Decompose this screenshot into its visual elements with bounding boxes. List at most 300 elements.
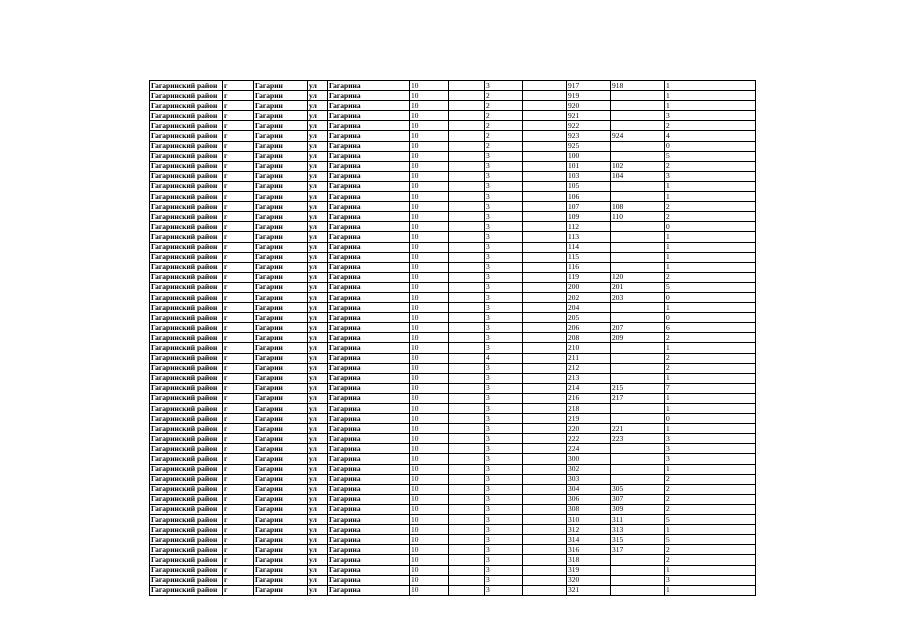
cell-floor: 3 [485, 161, 523, 171]
cell-district: Гагаринский район [150, 292, 223, 302]
cell-count: 2 [665, 555, 756, 565]
cell-floor: 3 [485, 575, 523, 585]
cell-floor: 3 [485, 424, 523, 434]
cell-street: Гагарина [328, 192, 410, 202]
cell-apartment-to: 209 [611, 333, 665, 343]
cell-district: Гагаринский район [150, 151, 223, 161]
cell-settlement-type: г [223, 414, 254, 424]
cell-street: Гагарина [328, 585, 410, 595]
cell-settlement: Гагарин [254, 414, 308, 424]
cell-apartment-to: 317 [611, 545, 665, 555]
cell-street: Гагарина [328, 504, 410, 514]
cell-building [449, 303, 485, 313]
cell-house: 10 [410, 414, 449, 424]
cell-count: 2 [665, 121, 756, 131]
cell-district: Гагаринский район [150, 303, 223, 313]
cell-apartment-to [611, 141, 665, 151]
cell-settlement-type: г [223, 91, 254, 101]
cell-apartment-from: 316 [567, 545, 611, 555]
cell-district: Гагаринский район [150, 242, 223, 252]
cell-house: 10 [410, 202, 449, 212]
cell-settlement-type: г [223, 323, 254, 333]
cell-section [523, 454, 567, 464]
cell-house: 10 [410, 484, 449, 494]
cell-count: 1 [665, 101, 756, 111]
cell-house: 10 [410, 81, 449, 91]
cell-floor: 3 [485, 585, 523, 595]
cell-apartment-to [611, 252, 665, 262]
cell-apartment-to [611, 242, 665, 252]
cell-settlement: Гагарин [254, 494, 308, 504]
cell-street: Гагарина [328, 171, 410, 181]
cell-house: 10 [410, 555, 449, 565]
cell-district: Гагаринский район [150, 202, 223, 212]
cell-house: 10 [410, 504, 449, 514]
cell-settlement: Гагарин [254, 575, 308, 585]
table-row [150, 303, 756, 313]
cell-apartment-to: 313 [611, 525, 665, 535]
cell-building [449, 151, 485, 161]
cell-section [523, 222, 567, 232]
table-row [150, 111, 756, 121]
cell-section [523, 585, 567, 595]
cell-street-type: ул [308, 404, 328, 414]
cell-street-type: ул [308, 303, 328, 313]
cell-building [449, 454, 485, 464]
cell-floor: 3 [485, 343, 523, 353]
cell-apartment-to [611, 373, 665, 383]
cell-apartment-from: 306 [567, 494, 611, 504]
cell-floor: 3 [485, 373, 523, 383]
cell-count: 4 [665, 131, 756, 141]
cell-count: 0 [665, 222, 756, 232]
cell-apartment-from: 119 [567, 272, 611, 282]
cell-apartment-from: 101 [567, 161, 611, 171]
cell-apartment-to: 924 [611, 131, 665, 141]
cell-apartment-to [611, 565, 665, 575]
cell-settlement: Гагарин [254, 515, 308, 525]
table-row [150, 282, 756, 292]
table-row [150, 545, 756, 555]
cell-apartment-to [611, 464, 665, 474]
table-row [150, 434, 756, 444]
cell-floor: 2 [485, 111, 523, 121]
cell-building [449, 181, 485, 191]
cell-apartment-from: 113 [567, 232, 611, 242]
cell-settlement: Гагарин [254, 353, 308, 363]
cell-house: 10 [410, 424, 449, 434]
table-row [150, 192, 756, 202]
cell-street-type: ул [308, 262, 328, 272]
cell-street-type: ул [308, 515, 328, 525]
cell-building [449, 272, 485, 282]
cell-building [449, 474, 485, 484]
cell-settlement: Гагарин [254, 212, 308, 222]
cell-street-type: ул [308, 171, 328, 181]
cell-count: 7 [665, 383, 756, 393]
cell-section [523, 323, 567, 333]
cell-apartment-to: 110 [611, 212, 665, 222]
cell-building [449, 111, 485, 121]
cell-settlement-type: г [223, 424, 254, 434]
cell-apartment-from: 312 [567, 525, 611, 535]
cell-count: 1 [665, 181, 756, 191]
cell-section [523, 292, 567, 302]
cell-house: 10 [410, 171, 449, 181]
cell-street: Гагарина [328, 555, 410, 565]
cell-count: 1 [665, 393, 756, 403]
cell-district: Гагаринский район [150, 545, 223, 555]
cell-section [523, 171, 567, 181]
cell-street: Гагарина [328, 404, 410, 414]
table-row [150, 252, 756, 262]
cell-section [523, 393, 567, 403]
cell-section [523, 313, 567, 323]
cell-building [449, 414, 485, 424]
cell-street-type: ул [308, 434, 328, 444]
cell-count: 0 [665, 141, 756, 151]
table-row [150, 424, 756, 434]
cell-apartment-from: 213 [567, 373, 611, 383]
cell-section [523, 81, 567, 91]
cell-apartment-from: 303 [567, 474, 611, 484]
cell-floor: 3 [485, 535, 523, 545]
cell-house: 10 [410, 313, 449, 323]
cell-building [449, 353, 485, 363]
cell-count: 5 [665, 515, 756, 525]
cell-count: 2 [665, 363, 756, 373]
cell-street: Гагарина [328, 333, 410, 343]
cell-district: Гагаринский район [150, 454, 223, 464]
cell-district: Гагаринский район [150, 131, 223, 141]
cell-section [523, 202, 567, 212]
cell-settlement: Гагарин [254, 363, 308, 373]
cell-settlement-type: г [223, 535, 254, 545]
cell-district: Гагаринский район [150, 464, 223, 474]
cell-section [523, 525, 567, 535]
cell-house: 10 [410, 303, 449, 313]
cell-settlement-type: г [223, 222, 254, 232]
cell-district: Гагаринский район [150, 161, 223, 171]
cell-settlement-type: г [223, 272, 254, 282]
cell-street: Гагарина [328, 393, 410, 403]
table-row [150, 484, 756, 494]
cell-floor: 3 [485, 292, 523, 302]
cell-apartment-from: 304 [567, 484, 611, 494]
cell-street: Гагарина [328, 262, 410, 272]
cell-settlement-type: г [223, 585, 254, 595]
cell-district: Гагаринский район [150, 393, 223, 403]
cell-street: Гагарина [328, 222, 410, 232]
table-row [150, 343, 756, 353]
cell-section [523, 91, 567, 101]
cell-street: Гагарина [328, 515, 410, 525]
cell-section [523, 333, 567, 343]
cell-settlement-type: г [223, 171, 254, 181]
cell-settlement: Гагарин [254, 373, 308, 383]
cell-settlement-type: г [223, 333, 254, 343]
cell-district: Гагаринский район [150, 414, 223, 424]
cell-district: Гагаринский район [150, 525, 223, 535]
cell-street: Гагарина [328, 303, 410, 313]
cell-building [449, 91, 485, 101]
cell-apartment-to [611, 343, 665, 353]
cell-settlement-type: г [223, 343, 254, 353]
cell-building [449, 161, 485, 171]
cell-count: 3 [665, 454, 756, 464]
cell-street-type: ул [308, 323, 328, 333]
table-row [150, 212, 756, 222]
cell-floor: 2 [485, 101, 523, 111]
table-row [150, 363, 756, 373]
cell-settlement-type: г [223, 565, 254, 575]
cell-floor: 3 [485, 303, 523, 313]
cell-building [449, 81, 485, 91]
cell-street-type: ул [308, 373, 328, 383]
cell-settlement-type: г [223, 525, 254, 535]
cell-street: Гагарина [328, 494, 410, 504]
table-row [150, 202, 756, 212]
cell-district: Гагаринский район [150, 383, 223, 393]
table-row [150, 101, 756, 111]
cell-street-type: ул [308, 121, 328, 131]
cell-floor: 3 [485, 202, 523, 212]
cell-street-type: ул [308, 353, 328, 363]
cell-floor: 3 [485, 464, 523, 474]
cell-count: 2 [665, 272, 756, 282]
cell-floor: 3 [485, 323, 523, 333]
cell-street-type: ул [308, 474, 328, 484]
cell-building [449, 484, 485, 494]
cell-street: Гагарина [328, 575, 410, 585]
cell-building [449, 171, 485, 181]
cell-count: 2 [665, 202, 756, 212]
cell-settlement-type: г [223, 212, 254, 222]
cell-building [449, 515, 485, 525]
cell-apartment-from: 208 [567, 333, 611, 343]
cell-settlement-type: г [223, 252, 254, 262]
cell-apartment-from: 300 [567, 454, 611, 464]
table-row [150, 474, 756, 484]
cell-apartment-to [611, 454, 665, 464]
cell-settlement-type: г [223, 192, 254, 202]
cell-floor: 2 [485, 91, 523, 101]
cell-house: 10 [410, 393, 449, 403]
cell-count: 2 [665, 333, 756, 343]
table-row [150, 262, 756, 272]
cell-settlement-type: г [223, 454, 254, 464]
cell-street: Гагарина [328, 141, 410, 151]
table-row [150, 504, 756, 514]
cell-district: Гагаринский район [150, 515, 223, 525]
cell-apartment-from: 920 [567, 101, 611, 111]
cell-street: Гагарина [328, 525, 410, 535]
cell-settlement: Гагарин [254, 242, 308, 252]
cell-district: Гагаринский район [150, 373, 223, 383]
cell-building [449, 282, 485, 292]
cell-apartment-to [611, 303, 665, 313]
cell-building [449, 373, 485, 383]
table-row [150, 232, 756, 242]
cell-apartment-to [611, 585, 665, 595]
cell-floor: 3 [485, 151, 523, 161]
cell-floor: 3 [485, 262, 523, 272]
cell-settlement: Гагарин [254, 101, 308, 111]
cell-street-type: ул [308, 545, 328, 555]
cell-settlement-type: г [223, 242, 254, 252]
cell-building [449, 202, 485, 212]
cell-street: Гагарина [328, 101, 410, 111]
cell-apartment-from: 216 [567, 393, 611, 403]
cell-building [449, 192, 485, 202]
cell-count: 3 [665, 444, 756, 454]
cell-floor: 3 [485, 474, 523, 484]
cell-apartment-to [611, 353, 665, 363]
cell-count: 1 [665, 525, 756, 535]
cell-section [523, 151, 567, 161]
cell-settlement-type: г [223, 434, 254, 444]
cell-apartment-from: 917 [567, 81, 611, 91]
cell-building [449, 292, 485, 302]
cell-apartment-to [611, 111, 665, 121]
cell-street: Гагарина [328, 131, 410, 141]
cell-settlement: Гагарин [254, 434, 308, 444]
cell-count: 1 [665, 464, 756, 474]
cell-apartment-from: 212 [567, 363, 611, 373]
cell-district: Гагаринский район [150, 535, 223, 545]
cell-house: 10 [410, 323, 449, 333]
cell-count: 2 [665, 353, 756, 363]
cell-street: Гагарина [328, 313, 410, 323]
cell-apartment-to: 221 [611, 424, 665, 434]
cell-section [523, 383, 567, 393]
table-row [150, 393, 756, 403]
cell-street: Гагарина [328, 81, 410, 91]
cell-apartment-to: 104 [611, 171, 665, 181]
cell-settlement: Гагарин [254, 393, 308, 403]
cell-apartment-to [611, 222, 665, 232]
cell-floor: 3 [485, 444, 523, 454]
cell-apartment-to: 311 [611, 515, 665, 525]
cell-apartment-from: 222 [567, 434, 611, 444]
cell-count: 1 [665, 81, 756, 91]
cell-settlement-type: г [223, 202, 254, 212]
cell-apartment-from: 214 [567, 383, 611, 393]
cell-settlement: Гагарин [254, 151, 308, 161]
cell-apartment-from: 200 [567, 282, 611, 292]
cell-apartment-from: 204 [567, 303, 611, 313]
cell-floor: 3 [485, 333, 523, 343]
cell-settlement-type: г [223, 494, 254, 504]
cell-settlement: Гагарин [254, 545, 308, 555]
cell-settlement: Гагарин [254, 192, 308, 202]
cell-floor: 3 [485, 494, 523, 504]
cell-building [449, 222, 485, 232]
table-row [150, 565, 756, 575]
cell-building [449, 535, 485, 545]
cell-apartment-to [611, 262, 665, 272]
table-row [150, 373, 756, 383]
cell-settlement-type: г [223, 282, 254, 292]
cell-house: 10 [410, 515, 449, 525]
cell-count: 2 [665, 474, 756, 484]
cell-settlement-type: г [223, 151, 254, 161]
cell-settlement: Гагарин [254, 535, 308, 545]
cell-apartment-to [611, 181, 665, 191]
cell-apartment-to [611, 101, 665, 111]
cell-section [523, 252, 567, 262]
cell-settlement-type: г [223, 303, 254, 313]
table-row [150, 555, 756, 565]
cell-building [449, 212, 485, 222]
cell-settlement-type: г [223, 373, 254, 383]
cell-district: Гагаринский район [150, 262, 223, 272]
cell-count: 1 [665, 303, 756, 313]
table-row [150, 444, 756, 454]
cell-street-type: ул [308, 161, 328, 171]
cell-building [449, 555, 485, 565]
cell-apartment-from: 105 [567, 181, 611, 191]
cell-apartment-to: 215 [611, 383, 665, 393]
cell-settlement-type: г [223, 383, 254, 393]
cell-street: Гагарина [328, 535, 410, 545]
cell-street-type: ул [308, 585, 328, 595]
cell-building [449, 383, 485, 393]
cell-street: Гагарина [328, 424, 410, 434]
cell-settlement-type: г [223, 232, 254, 242]
cell-house: 10 [410, 565, 449, 575]
cell-settlement-type: г [223, 353, 254, 363]
cell-floor: 4 [485, 353, 523, 363]
cell-count: 1 [665, 565, 756, 575]
cell-floor: 3 [485, 565, 523, 575]
cell-house: 10 [410, 383, 449, 393]
cell-apartment-from: 206 [567, 323, 611, 333]
cell-house: 10 [410, 252, 449, 262]
cell-house: 10 [410, 474, 449, 484]
cell-floor: 3 [485, 313, 523, 323]
cell-count: 2 [665, 545, 756, 555]
cell-apartment-to [611, 313, 665, 323]
cell-street-type: ул [308, 525, 328, 535]
table-row [150, 535, 756, 545]
cell-street: Гагарина [328, 444, 410, 454]
cell-floor: 3 [485, 242, 523, 252]
cell-building [449, 575, 485, 585]
cell-settlement-type: г [223, 363, 254, 373]
cell-apartment-to: 307 [611, 494, 665, 504]
cell-building [449, 363, 485, 373]
cell-apartment-from: 302 [567, 464, 611, 474]
cell-floor: 3 [485, 282, 523, 292]
cell-apartment-from: 116 [567, 262, 611, 272]
cell-count: 0 [665, 313, 756, 323]
cell-house: 10 [410, 535, 449, 545]
cell-house: 10 [410, 494, 449, 504]
cell-house: 10 [410, 373, 449, 383]
cell-settlement: Гагарин [254, 555, 308, 565]
cell-floor: 3 [485, 393, 523, 403]
cell-apartment-from: 220 [567, 424, 611, 434]
cell-apartment-from: 321 [567, 585, 611, 595]
cell-apartment-from: 923 [567, 131, 611, 141]
cell-street-type: ул [308, 454, 328, 464]
cell-settlement: Гагарин [254, 272, 308, 282]
cell-floor: 3 [485, 414, 523, 424]
cell-settlement-type: г [223, 504, 254, 514]
cell-street: Гагарина [328, 565, 410, 575]
cell-count: 1 [665, 192, 756, 202]
